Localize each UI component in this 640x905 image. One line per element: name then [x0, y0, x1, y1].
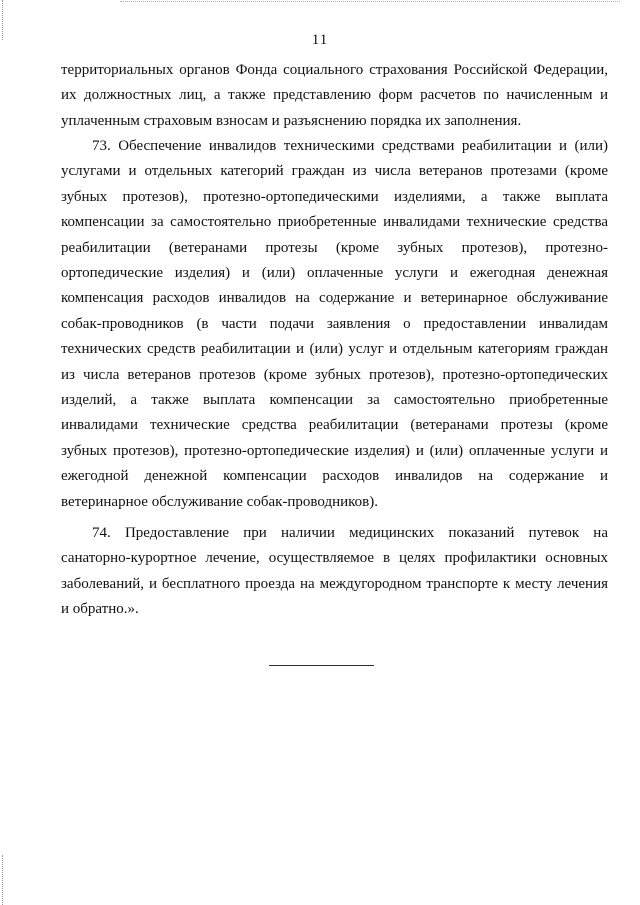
text-line: инвалидами технические средства реабилитации (ветеранами протезы (кроме	[61, 417, 608, 434]
text-line: из числа ветеранов протезов (кроме зубных протезов), протезно-ортопедических	[61, 366, 608, 383]
text-line: компенсация расходов инвалидов на содержание и ветеринарное обслуживание	[61, 290, 608, 307]
text-line: изделий, а также выплата компенсации за самостоятельно приобретенные	[61, 392, 608, 409]
paragraph-item-73	[61, 134, 608, 515]
end-separator-line	[269, 665, 374, 666]
page-number: 11	[311, 32, 329, 48]
paragraph-continuation	[61, 58, 608, 134]
text-line: ежегодной денежной компенсации расходов инвалидов на содержание и	[61, 468, 608, 485]
scan-edge-left-bottom	[2, 855, 3, 905]
text-line: ортопедические изделия) и (или) оплаченные услуги и ежегодная денежная	[61, 265, 608, 282]
text-line: и обратно.».	[61, 601, 139, 618]
text-line: 73. Обеспечение инвалидов техническими средствами реабилитации и (или)	[92, 138, 608, 154]
text-line: зубных протезов), протезно-ортопедическими изделиями, а также выплата	[61, 188, 608, 205]
text-line: ветеринарное обслуживание собак-проводников).	[61, 493, 379, 510]
text-line: уплаченным страховым взносам и разъяснению порядка их заполнения.	[61, 112, 522, 129]
text-line: собак-проводников (в части подачи заявления о предоставлении инвалидам	[61, 315, 608, 332]
text-line: реабилитации (ветеранами протезы (кроме зубных протезов), протезно-	[61, 239, 608, 256]
text-line: заболеваний, и бесплатного проезда на междугородном транспорте к месту лечения	[61, 575, 608, 592]
scan-edge-top	[120, 1, 620, 2]
text-line: 74. Предоставление при наличии медицинских показаний путевок на	[92, 525, 608, 541]
text-line: компенсации за самостоятельно приобретенные инвалидами технические средства	[61, 214, 608, 231]
text-line: санаторно-курортное лечение, осуществляемое в целях профилактики основных	[61, 550, 608, 567]
text-line: территориальных органов Фонда социального страхования Российской Федерации,	[61, 62, 608, 78]
text-line: услугами и отдельных категорий граждан из числа ветеранов протезами (кроме	[61, 163, 608, 180]
text-line: их должностных лиц, а также представлению форм расчетов по начисленным и	[61, 87, 608, 104]
text-line: технических средств реабилитации и (или) услуг и отдельным категориям граждан	[61, 341, 608, 358]
text-line: зубных протезов), протезно-ортопедические изделия) и (или) оплаченные услуги и	[61, 442, 608, 459]
paragraph-item-74	[61, 521, 608, 623]
